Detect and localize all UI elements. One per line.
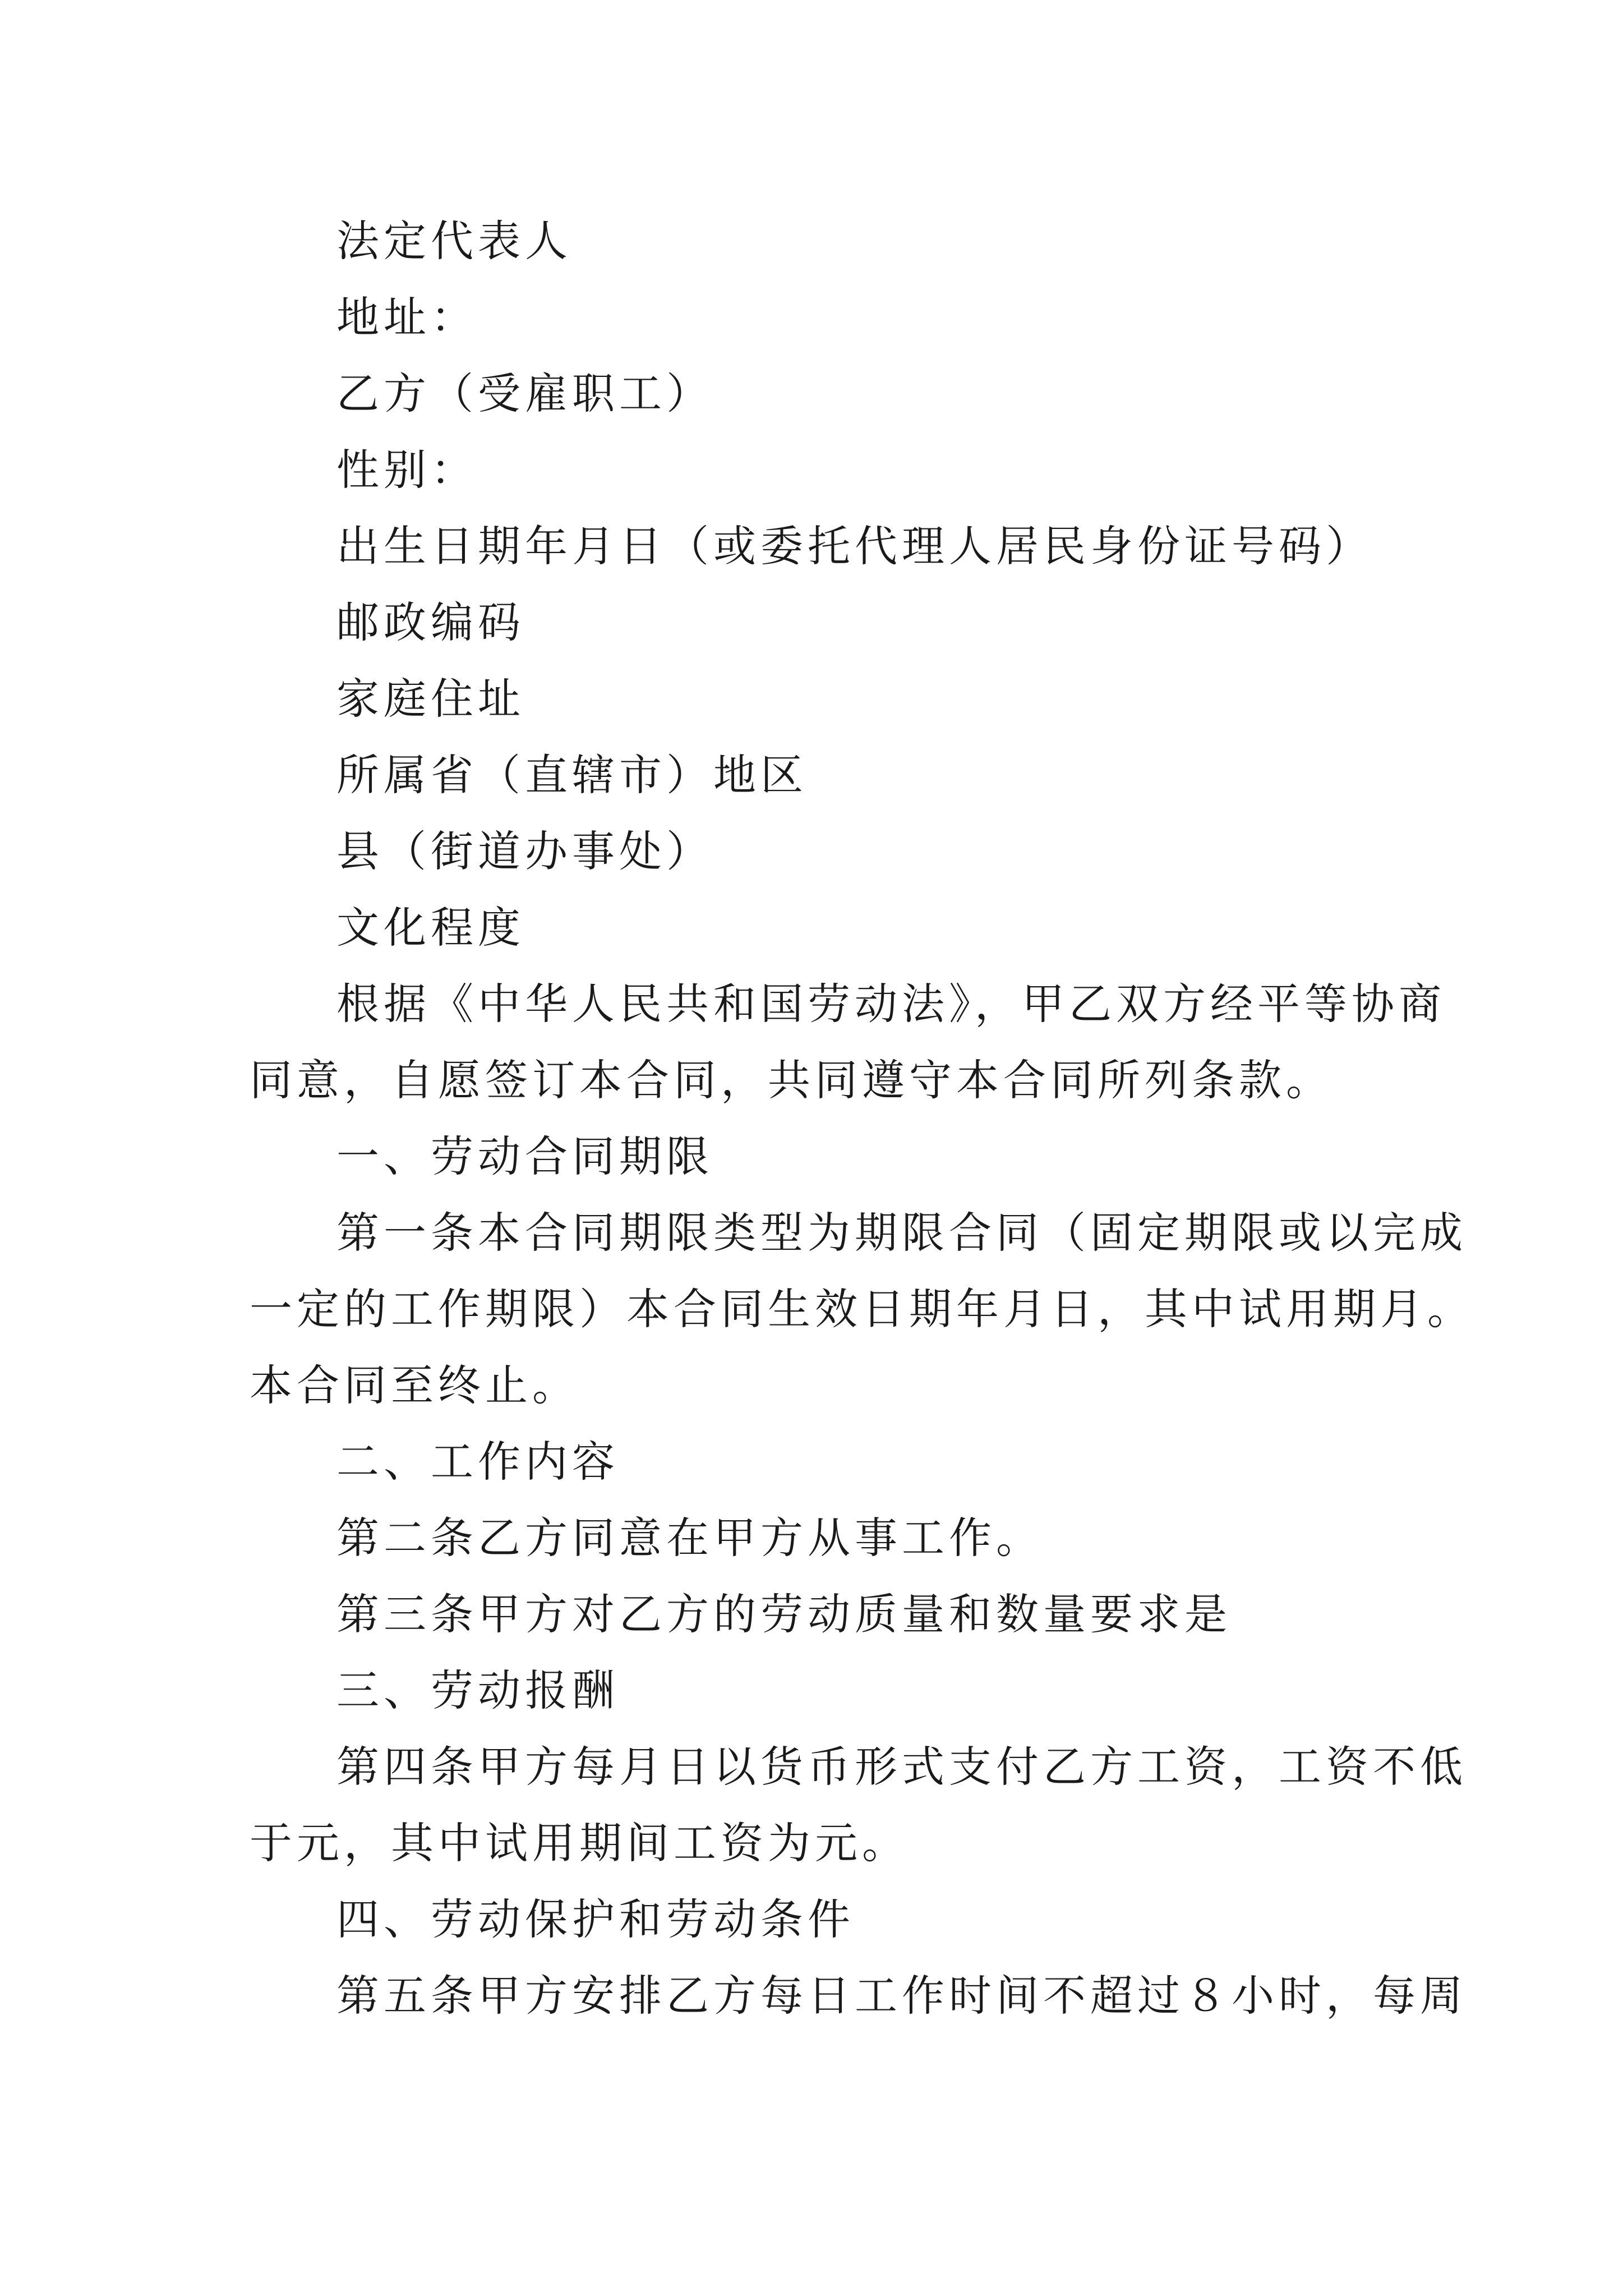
article-5-line-1: 第五条甲方安排乙方每日工作时间不超过８小时，每周 (336, 1971, 1467, 2021)
section-2-heading: 二、工作内容 (336, 1437, 619, 1487)
legal-representative-line: 法定代表人 (336, 216, 572, 266)
party-b-line: 乙方（受雇职工） (336, 369, 713, 418)
article-4-line-1: 第四条甲方每月日以货币形式支付乙方工资，工资不低 (336, 1742, 1467, 1792)
province-line: 所属省（直辖市）地区 (336, 750, 808, 800)
preamble-line-1: 根据《中华人民共和国劳动法》，甲乙双方经平等协商 (336, 979, 1446, 1029)
article-1-line-2: 一定的工作期限）本合同生效日期年月日，其中试用期月。 (250, 1284, 1474, 1334)
county-line: 县（街道办事处） (336, 826, 713, 876)
home-address-line: 家庭住址 (336, 674, 525, 724)
section-4-heading: 四、劳动保护和劳动条件 (336, 1894, 855, 1944)
address-line: 地址： (336, 292, 478, 342)
education-line: 文化程度 (336, 903, 525, 953)
article-3-line: 第三条甲方对乙方的劳动质量和数量要求是 (336, 1589, 1232, 1639)
birthdate-line: 出生日期年月日（或委托代理人居民身份证号码） (336, 521, 1373, 571)
postal-code-line: 邮政编码 (336, 597, 525, 647)
article-2-line: 第二条乙方同意在甲方从事工作。 (336, 1513, 1043, 1563)
article-1-line-3: 本合同至终止。 (250, 1360, 579, 1410)
section-3-heading: 三、劳动报酬 (336, 1665, 619, 1715)
preamble-line-2: 同意，自愿签订本合同，共同遵守本合同所列条款。 (250, 1055, 1333, 1105)
article-4-line-2: 于元，其中试用期间工资为元。 (250, 1818, 909, 1868)
section-1-heading: 一、劳动合同期限 (336, 1131, 713, 1181)
gender-line: 性别： (336, 445, 478, 495)
article-1-line-1: 第一条本合同期限类型为期限合同（固定期限或以完成 (336, 1208, 1467, 1258)
